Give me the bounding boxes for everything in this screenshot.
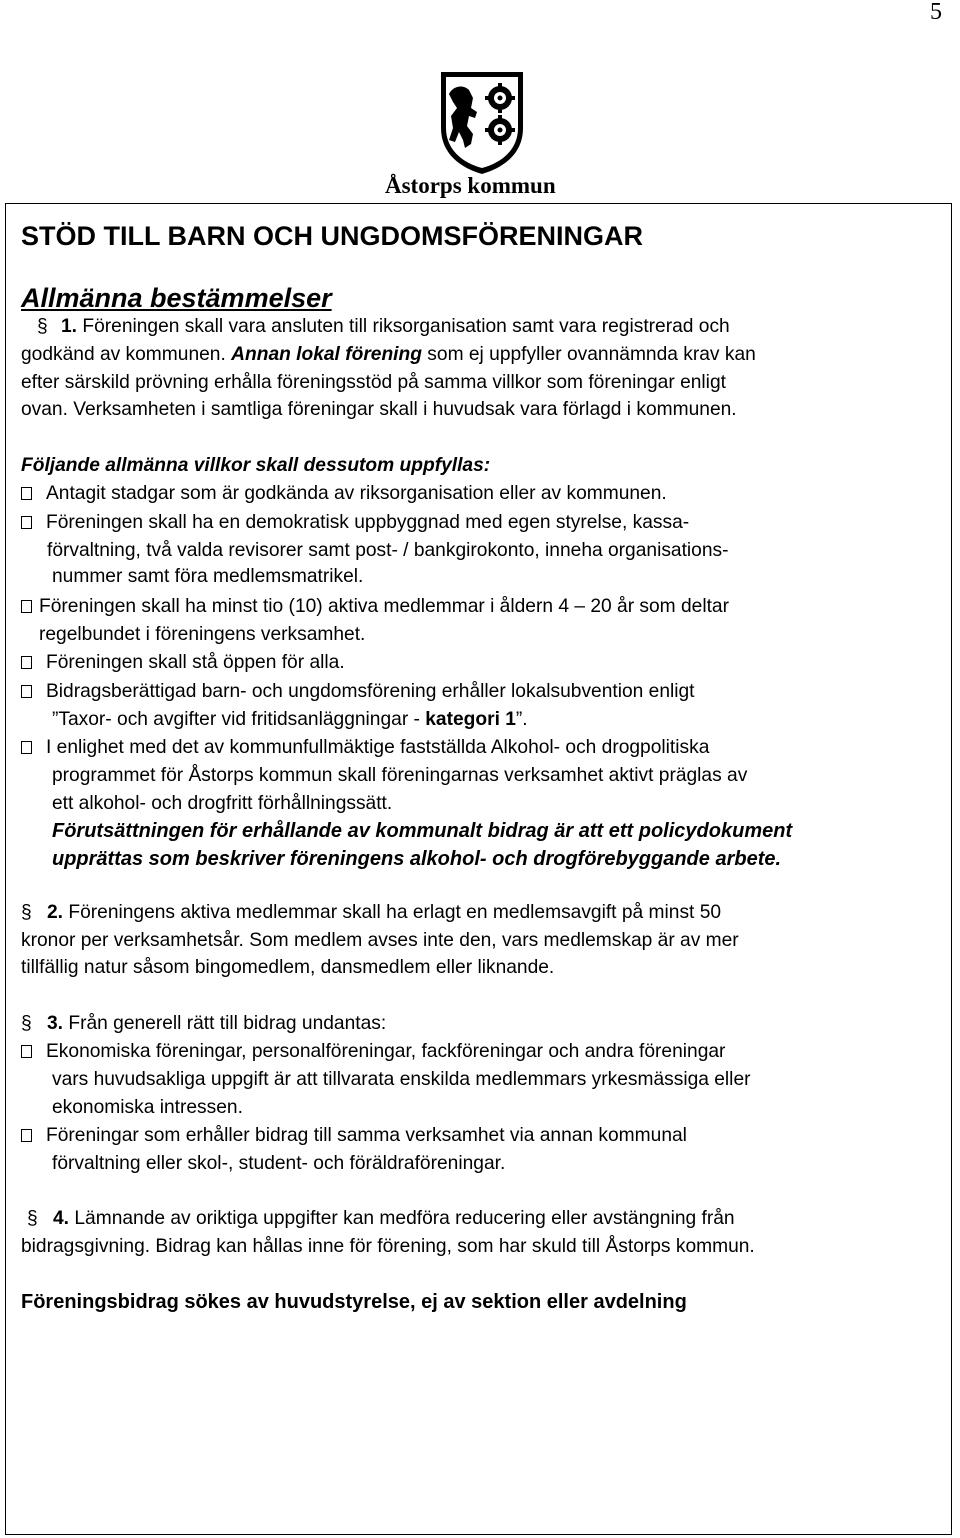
- condition-text: Antagit stadgar som är godkända av riksorganisation eller av kommunen.: [46, 483, 667, 504]
- bullet-icon: [21, 685, 32, 698]
- coat-of-arms-logo: [437, 68, 527, 176]
- municipality-name: Åstorps kommun: [385, 173, 556, 198]
- condition-item: [21, 509, 689, 537]
- exception-item: [21, 1038, 725, 1066]
- bullet-icon: [21, 1045, 32, 1058]
- condition-text-continued: [52, 706, 528, 734]
- condition-text: Bidragsberättigad barn- och ungdomsförening erhåller lokalsubvention enligt: [46, 681, 695, 702]
- section-2-line-2: kronor per verksamhetsår. Som medlem avses inte den, vars medlemskap är av mer: [21, 930, 739, 951]
- section-4-line-1: [21, 1205, 735, 1233]
- section-2-line-3: tillfällig natur såsom bingomedlem, dansmedlem eller liknande.: [21, 957, 555, 978]
- exception-text-continued: vars huvudsakliga uppgift är att tillvarata enskilda medlemmars yrkesmässiga eller: [52, 1069, 751, 1090]
- section-heading: Allmänna bestämmelser: [21, 283, 332, 313]
- text: som ej uppfyller ovannämnda krav kan: [421, 344, 756, 365]
- condition-item: [21, 734, 709, 762]
- section-4-text: Lämnande av oriktiga uppgifter kan medföra reducering eller avstängning från: [69, 1208, 735, 1229]
- policy-requirement: upprättas som beskriver föreningens alkohol- och drogförebyggande arbete.: [52, 848, 782, 870]
- section-1-line-1: [21, 313, 730, 341]
- paragraph-marker: §: [21, 1013, 32, 1034]
- section-4-number: 4.: [53, 1208, 70, 1229]
- section-3-text: Från generell rätt till bidrag undantas:: [63, 1013, 387, 1034]
- condition-item: [21, 480, 667, 508]
- condition-text: Föreningen skall ha minst tio (10) aktiva medlemmar i åldern 4 – 20 år som deltar: [39, 596, 729, 617]
- paragraph-marker: §: [21, 902, 32, 923]
- text: ”Taxor- och avgifter vid fritidsanläggningar -: [52, 709, 426, 730]
- exception-text: Föreningar som erhåller bidrag till samma verksamhet via annan kommunal: [46, 1125, 687, 1146]
- section-1-line-4: ovan. Verksamheten i samtliga föreningar skall i huvudsak vara förlagd i kommunen.: [21, 399, 737, 420]
- condition-text-continued: förvaltning, två valda revisorer samt post- / bankgirokonto, inneha organisations-: [47, 540, 729, 561]
- section-2-text: Föreningens aktiva medlemmar skall ha erlagt en medlemsavgift på minst 50: [63, 902, 722, 923]
- text: godkänd av kommunen.: [21, 344, 232, 365]
- condition-item: [21, 678, 695, 706]
- condition-text-continued: programmet för Åstorps kommun skall föreningarnas verksamhet aktivt präglas av: [52, 765, 748, 786]
- page-number: 5: [930, 0, 942, 25]
- bullet-icon: [21, 1129, 32, 1142]
- page-title: STÖD TILL BARN OCH UNGDOMSFÖRENINGAR: [21, 221, 643, 251]
- condition-item: [21, 593, 729, 621]
- bullet-icon: [21, 487, 32, 500]
- emphasis-text: Annan lokal förening: [231, 344, 422, 365]
- section-3-line-1: [21, 1010, 386, 1038]
- paragraph-marker: §: [27, 1208, 38, 1229]
- exception-item: [21, 1122, 687, 1150]
- bullet-icon: [21, 600, 32, 613]
- category-text: kategori 1: [425, 709, 516, 730]
- text: ”.: [515, 709, 528, 730]
- section-1-number: 1.: [61, 316, 78, 337]
- conditions-heading: Följande allmänna villkor skall dessutom uppfyllas:: [21, 455, 491, 476]
- condition-text-continued: ett alkohol- och drogfritt förhållningssätt.: [52, 793, 393, 814]
- condition-text: I enlighet med det av kommunfullmäktige fastställda Alkohol- och drogpolitiska: [46, 737, 710, 758]
- condition-text-continued: regelbundet i föreningens verksamhet.: [39, 624, 366, 645]
- application-note: Föreningsbidrag sökes av huvudstyrelse, ej av sektion eller avdelning: [21, 1291, 687, 1313]
- section-2-number: 2.: [47, 902, 64, 923]
- condition-text: Föreningen skall ha en demokratisk uppbyggnad med egen styrelse, kassa-: [46, 512, 690, 533]
- exception-text: Ekonomiska föreningar, personalföreningar, fackföreningar och andra föreningar: [46, 1041, 726, 1062]
- exception-text-continued: ekonomiska intressen.: [52, 1097, 243, 1118]
- paragraph-marker: §: [37, 316, 48, 337]
- section-4-line-2: bidragsgivning. Bidrag kan hållas inne för förening, som har skuld till Åstorps kommun.: [21, 1236, 755, 1257]
- section-1-text: Föreningen skall vara ansluten till riksorganisation samt vara registrerad och: [77, 316, 730, 337]
- section-1-line-3: efter särskild prövning erhålla föreningsstöd på samma villkor som föreningar enligt: [21, 372, 726, 393]
- bullet-icon: [21, 656, 32, 669]
- section-1-line-2: [21, 341, 756, 369]
- policy-requirement: Förutsättningen för erhållande av kommunalt bidrag är att ett policydokument: [52, 820, 793, 842]
- condition-text-continued: nummer samt föra medlemsmatrikel.: [52, 566, 364, 587]
- exception-text-continued: förvaltning eller skol-, student- och föräldraföreningar.: [52, 1153, 506, 1174]
- bullet-icon: [21, 741, 32, 754]
- condition-item: [21, 649, 345, 677]
- condition-text: Föreningen skall stå öppen för alla.: [46, 652, 345, 673]
- section-3-number: 3.: [47, 1013, 64, 1034]
- section-2-line-1: [21, 899, 721, 927]
- bullet-icon: [21, 516, 32, 529]
